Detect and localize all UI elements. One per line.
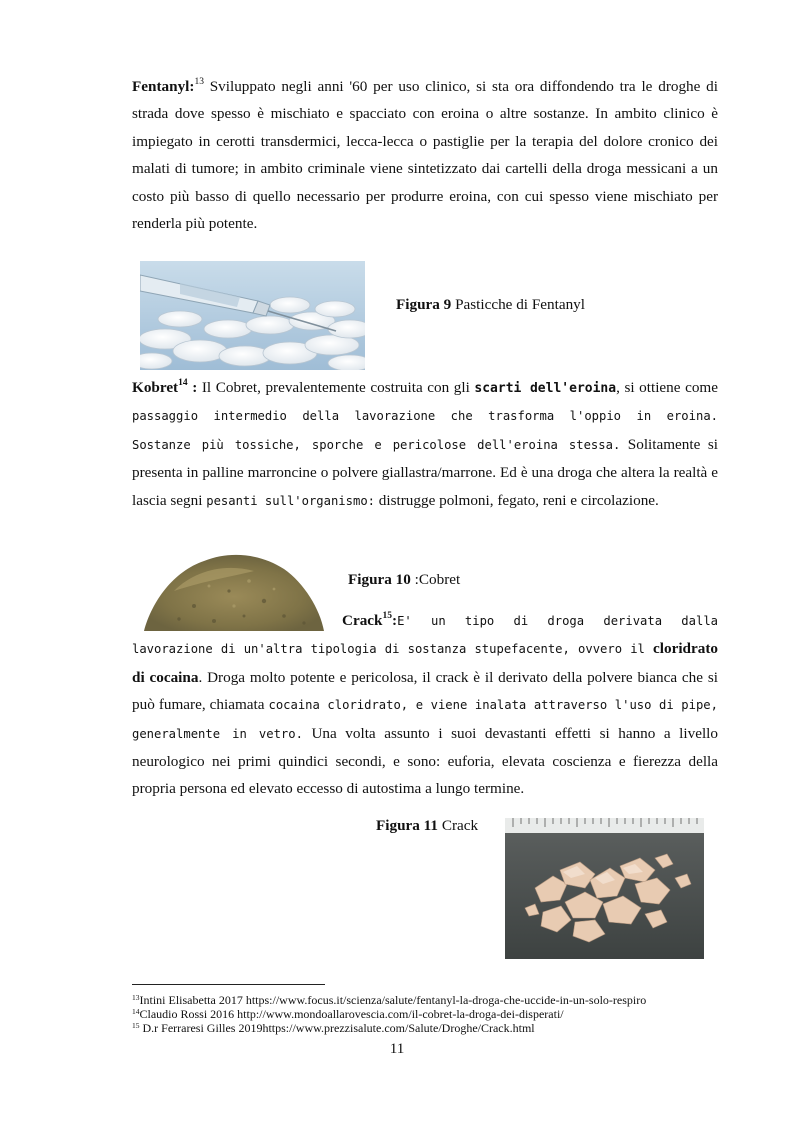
footnote-14 (132, 1008, 564, 1021)
figure-9-image (140, 261, 365, 370)
footnote-14-num: 14 (132, 1007, 140, 1016)
figure-10-text: :Cobret (410, 571, 461, 588)
fentanyl-body: Sviluppato negli anni '60 per uso clinico, si sta ora diffondendo tra le droghe di strada dove spesso è mischiato e spacciato con eroina o altre sostanze. In ambito clinico è impiegato in cerotti transdermici, lecca-lecca o pastiglie per la terapia del dolore cronico dei malati di tumore; in ambito criminale viene sintetizzato dai cartelli della droga messicani a un costo più basso di quello necessario per produrre eroina, con cui spesso viene mischiato per renderla più potente. (132, 78, 718, 233)
figure-11-caption (376, 817, 478, 835)
crack-mono-2: cocaina cloridrato, e viene inalata attraverso l'uso di pipe, generalmente in vetro. (132, 698, 718, 741)
figure-9-label: Figura 9 (396, 296, 452, 313)
crack-body-1: . Droga molto potente e pericolosa, il crack è il derivato della polvere bianca che si può fumare, chiamata (132, 668, 718, 714)
kobret-body-3: Solitamente si presenta in palline marroncine o polvere giallastra/marrone. Ed è una droga che altera la realtà e lascia segni (132, 435, 718, 509)
crack-rocks-illustration (505, 818, 704, 959)
crack-mono-1: E' un tipo di droga derivata dalla lavorazione di un'altra tipologia di sostanza stupefacente, ovvero il (132, 614, 718, 657)
footnote-13-link[interactable]: Intini Elisabetta 2017 https://www.focus.it/scienza/salute/fentanyl-la-droga-che-uccide-in-un-solo-respiro (139, 993, 647, 1007)
crack-body-2: Una volta assunto i suoi devastanti effetti si hanno a livello neurologico nei primi quindici secondi, e sono: euforia, elevata coscienza e fierezza della propria persona ed elevato eccesso di autostima a lungo termine. (132, 724, 718, 798)
kobret-body-2: , si ottiene come (616, 379, 718, 396)
fentanyl-pills-illustration (140, 261, 365, 370)
page-number: 11 (389, 1040, 405, 1057)
figure-11-text: Crack (438, 817, 479, 834)
footnote-15-link[interactable]: D.r Ferraresi Gilles 2019https://www.prezzisalute.com/Salute/Droghe/Crack.html (139, 1021, 535, 1035)
footnote-ref-15[interactable]: 15 (382, 611, 392, 621)
footnote-15 (132, 1022, 535, 1035)
footnote-15-num: 15 (132, 1021, 140, 1030)
crack-paragraph (132, 607, 718, 803)
figure-9-caption (396, 296, 585, 314)
kobret-body-4: distrugge polmoni, fegato, reni e circolazione. (375, 491, 659, 509)
kobret-colon: : (187, 379, 198, 396)
figure-11-label: Figura 11 (376, 817, 439, 834)
figure-11-image (505, 818, 704, 959)
footnote-ref-14[interactable]: 14 (178, 378, 188, 388)
figure-10-label: Figura 10 (348, 571, 411, 588)
footnote-separator (132, 984, 325, 985)
fentanyl-title: Fentanyl: (132, 78, 195, 95)
fentanyl-paragraph (132, 73, 718, 237)
crack-bold-1: cloridrato di cocaina (132, 640, 718, 686)
figure-10-caption (348, 571, 460, 589)
footnote-13 (132, 994, 646, 1007)
kobret-paragraph (132, 374, 718, 515)
footnote-14-link[interactable]: Claudio Rossi 2016 http://www.mondoallarovescia.com/il-cobret-la-droga-dei-disperati/ (139, 1007, 564, 1021)
kobret-mono-2: pesanti sull'organismo: (206, 493, 375, 508)
footnote-ref-13[interactable]: 13 (194, 77, 204, 87)
footnote-13-num: 13 (132, 993, 140, 1002)
kobret-body-1: Il Cobret, prevalentemente costruita con gli (197, 379, 475, 396)
kobret-title: Kobret (132, 379, 179, 396)
kobret-bold-1: scarti dell'eroina (474, 381, 617, 396)
figure-9-text: Pasticche di Fentanyl (451, 296, 585, 313)
kobret-mono-1: passaggio intermedio della lavorazione che trasforma l'oppio in eroina. Sostanze più tossiche, sporche e pericolose dell'eroina stessa. (132, 409, 718, 452)
crack-colon: : (392, 612, 398, 629)
crack-title: Crack (342, 612, 383, 629)
